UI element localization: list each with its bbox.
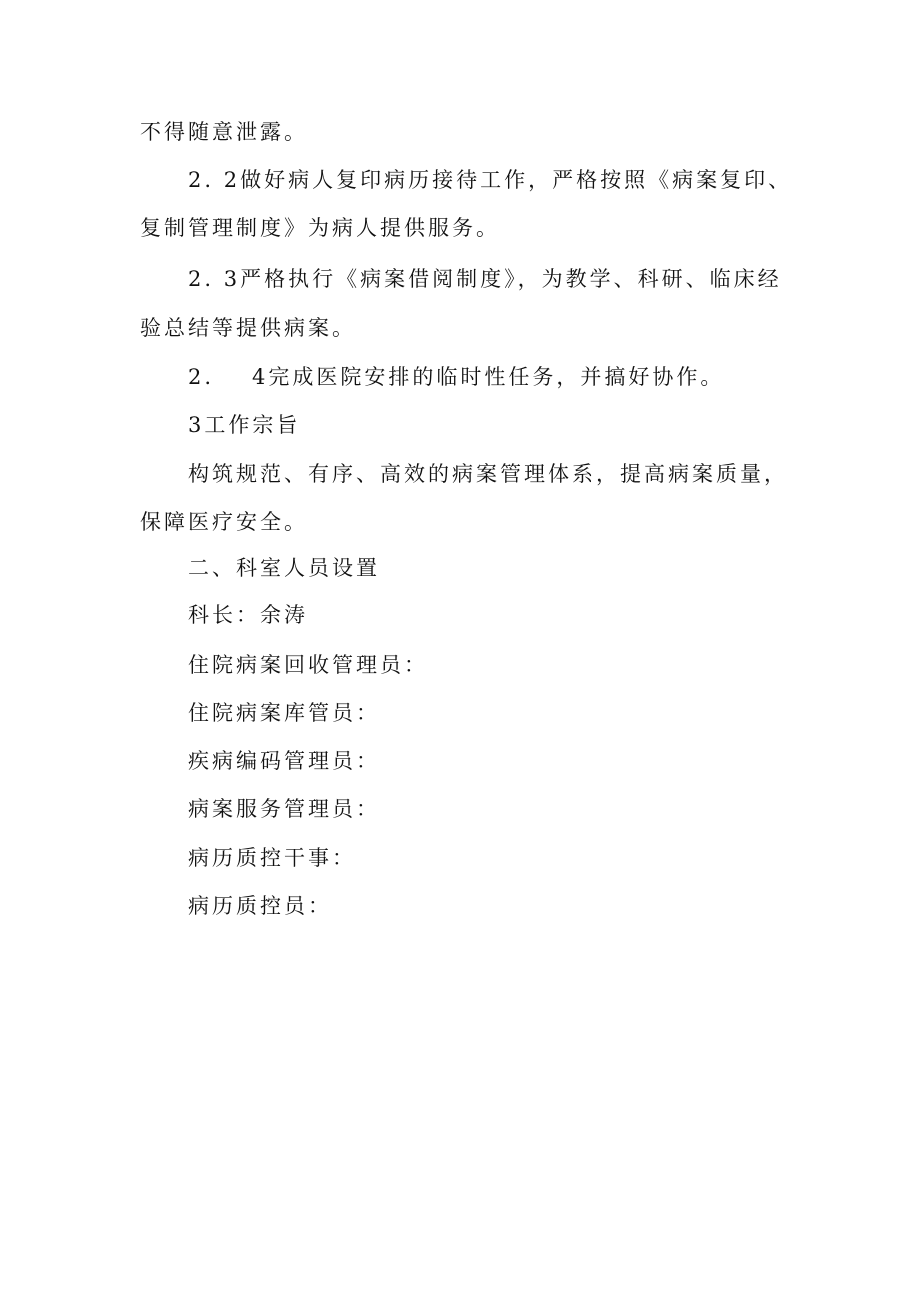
item-2-4-number: 2. xyxy=(188,365,215,389)
purpose-line-1: 构筑规范、有序、高效的病案管理体系，提高病案质量， xyxy=(188,462,788,486)
item-2-3-line-1: 2. 3严格执行《病案借阅制度》，为教学、科研、临床经 xyxy=(188,267,782,291)
staff-item-record-service: 病案服务管理员： xyxy=(188,797,380,821)
item-2-4 xyxy=(188,362,724,392)
paragraph-continuation: 不得随意泄露。 xyxy=(140,120,308,144)
staff-item-disease-coding: 疾病编码管理员： xyxy=(188,749,380,773)
item-2-3-line-2: 验总结等提供病案。 xyxy=(140,316,356,340)
staff-item-qc-staff: 病历质控员： xyxy=(188,894,332,918)
part-2-heading: 二、科室人员设置 xyxy=(188,556,380,580)
item-2-4-text: 4完成医院安排的临时性任务，并搞好协作。 xyxy=(252,365,725,389)
section-3-heading: 3工作宗旨 xyxy=(188,413,301,437)
item-2-2-line-2: 复制管理制度》为病人提供服务。 xyxy=(140,216,500,240)
item-2-2-line-1: 2. 2做好病人复印病历接待工作，严格按照《病案复印、 xyxy=(188,168,793,192)
staff-item-inpatient-record-collection: 住院病案回收管理员： xyxy=(188,653,428,677)
staff-item-qc-officer: 病历质控干事： xyxy=(188,846,356,870)
staff-item-record-storage: 住院病案库管员： xyxy=(188,701,380,725)
purpose-line-2: 保障医疗安全。 xyxy=(140,510,308,534)
staff-item-section-chief: 科长：余涛 xyxy=(188,603,308,627)
